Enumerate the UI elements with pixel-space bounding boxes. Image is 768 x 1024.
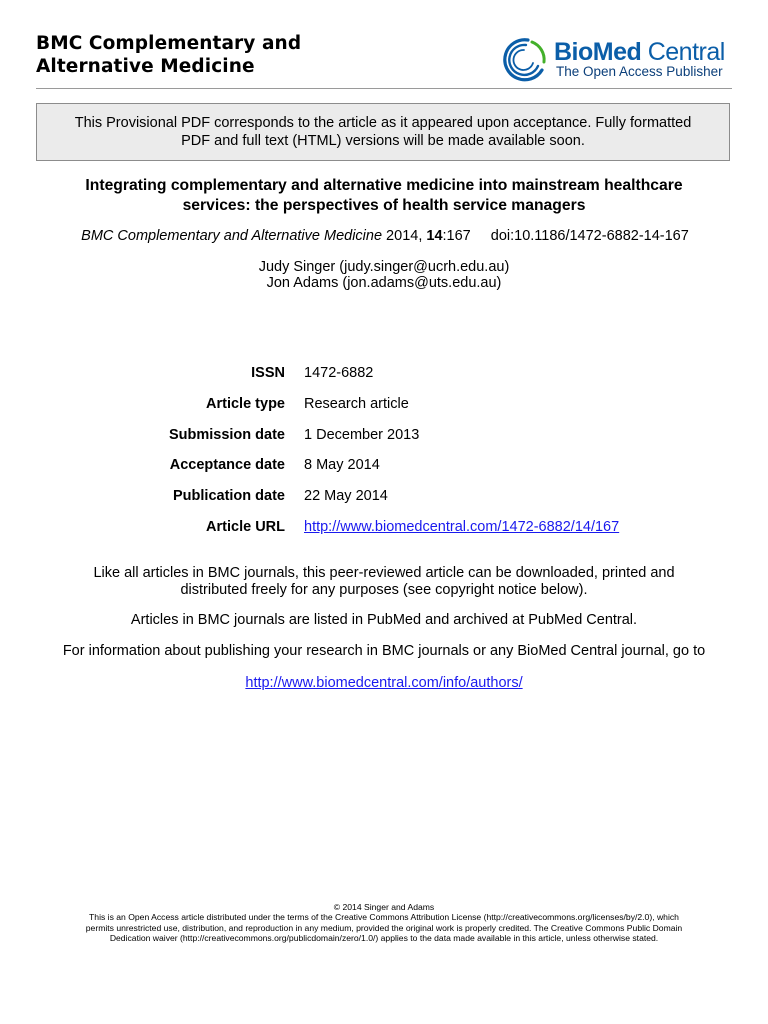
journal-name — [36, 32, 301, 78]
license-line: permits unrestricted use, distribution, and reproduction in any medium, provided the original work is properly credited. The Creative Commons Public Domain — [85, 922, 683, 933]
logo-brand — [554, 38, 725, 66]
citation-journal: BMC Complementary and Alternative Medicine — [81, 228, 383, 244]
metadata-row — [0, 364, 768, 395]
provisional-notice — [36, 103, 730, 161]
metadata-label: Publication date — [173, 488, 285, 505]
info-paragraph-line: distributed freely for any purposes (see copyright notice below). — [180, 581, 588, 598]
biomed-central-logo[interactable] — [498, 36, 738, 82]
metadata-value: 1 December 2013 — [304, 426, 420, 443]
notice-line1: This Provisional PDF corresponds to the article as it appeared upon acceptance. Fully formatted — [74, 115, 692, 131]
authors-info-link[interactable]: http://www.biomedcentral.com/info/authors/ — [245, 675, 523, 691]
metadata-value: 1472-6882 — [304, 365, 374, 381]
journal-name-line1: BMC Complementary and — [36, 33, 302, 54]
article-title-line2: services: the perspectives of health service managers — [182, 196, 586, 214]
notice-line2: PDF and full text (HTML) versions will be made available soon. — [181, 133, 585, 149]
info-paragraph-publishing: For information about publishing your research in BMC journals or any BioMed Central journal, go to — [62, 643, 706, 659]
license-line: This is an Open Access article distributed under the terms of the Creative Commons Attribution License (http://creativecommons.org/licenses/by/2.0), which — [89, 912, 679, 923]
article-title-line1: Integrating complementary and alternative medicine into mainstream healthcare — [85, 177, 683, 194]
info-link-wrapper — [20, 675, 748, 692]
metadata-label: Acceptance date — [169, 457, 285, 474]
metadata-label: Submission date — [168, 426, 285, 443]
citation-doi: doi:10.1186/1472-6882-14-167 — [490, 228, 689, 244]
info-paragraph-pubmed: Articles in BMC journals are listed in PubMed and archived at PubMed Central. — [130, 612, 638, 628]
metadata-value: 22 May 2014 — [304, 488, 388, 505]
metadata-value: Research article — [304, 395, 409, 412]
citation-page: :167 — [442, 228, 471, 244]
metadata-value: 8 May 2014 — [304, 457, 380, 474]
metadata-label: Article URL — [206, 518, 285, 535]
license-footer — [30, 902, 738, 944]
logo-tagline: The Open Access Publisher — [556, 64, 723, 79]
logo-swirl-icon — [498, 36, 550, 82]
copyright-line: © 2014 Singer and Adams — [333, 902, 435, 912]
journal-name-line2: Alternative Medicine — [36, 56, 255, 77]
logo-brand-bold: BioMed — [554, 38, 642, 66]
author-item: Jon Adams (jon.adams@uts.edu.au) — [266, 275, 502, 291]
info-paragraph-line: Like all articles in BMC journals, this peer-reviewed article can be downloaded, printed and — [93, 565, 675, 581]
info-paragraph-downloads — [20, 565, 748, 598]
metadata-row — [0, 456, 768, 487]
author-list — [20, 259, 748, 291]
article-url-link[interactable]: http://www.biomedcentral.com/1472-6882/14/167 — [304, 518, 620, 535]
metadata-label: ISSN — [251, 365, 285, 381]
author-item: Judy Singer (judy.singer@ucrh.edu.au) — [258, 259, 510, 275]
citation-year: 2014, — [382, 228, 427, 244]
metadata-table — [0, 364, 768, 549]
article-title — [20, 176, 748, 215]
citation — [20, 227, 750, 245]
citation-volume: 14 — [426, 228, 443, 244]
metadata-row — [0, 426, 768, 457]
license-line: Dedication waiver (http://creativecommons.org/publicdomain/zero/1.0/) applies to the data made available in this article, unless otherwise stated. — [109, 933, 659, 944]
metadata-row — [0, 487, 768, 518]
metadata-row — [0, 518, 768, 549]
header-divider — [36, 88, 732, 89]
metadata-label: Article type — [206, 395, 285, 412]
logo-brand-regular: Central — [641, 38, 725, 66]
metadata-row — [0, 395, 768, 426]
